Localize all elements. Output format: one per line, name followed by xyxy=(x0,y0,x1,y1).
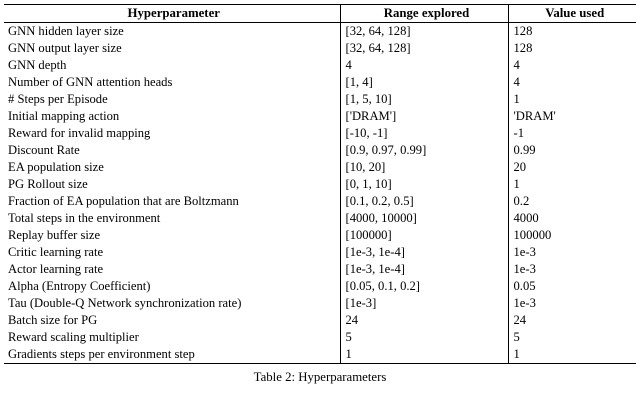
cell-value-used: 100000 xyxy=(508,227,636,244)
cell-hyperparameter: Initial mapping action xyxy=(8,109,120,124)
cell-range-explored: [0.9, 0.97, 0.99] xyxy=(340,142,508,159)
cell-value-used: 4000 xyxy=(508,210,636,227)
cell-range-explored: [32, 64, 128] xyxy=(340,40,508,57)
cell-range-explored: [0, 1, 10] xyxy=(340,176,508,193)
cell-value-used: 1e-3 xyxy=(508,261,636,278)
cell-value-used: 24 xyxy=(508,312,636,329)
column-header-hyperparameter: Hyperparameter xyxy=(4,5,340,23)
cell-range-explored: [10, 20] xyxy=(340,159,508,176)
cell-hyperparameter: EA population size xyxy=(8,160,104,175)
cell-hyperparameter: Reward for invalid mapping xyxy=(8,126,151,141)
cell-value-used: -1 xyxy=(508,125,636,142)
cell-hyperparameter: Gradients steps per environment step xyxy=(4,346,340,363)
table-row xyxy=(4,159,636,176)
table-row xyxy=(4,176,636,193)
cell-hyperparameter: Actor learning rate xyxy=(8,261,104,276)
cell-range-explored: [1e-3, 1e-4] xyxy=(340,261,508,278)
cell-range-explored: [32, 64, 128] xyxy=(340,23,508,40)
table-row xyxy=(4,346,636,363)
table-row xyxy=(4,142,636,159)
cell-hyperparameter: GNN output layer size xyxy=(8,41,122,56)
cell-value-used: 0.05 xyxy=(508,278,636,295)
table-row xyxy=(4,57,636,74)
cell-value-used: 128 xyxy=(508,23,636,40)
table-row xyxy=(4,40,636,57)
cell-hyperparameter: GNN hidden layer size xyxy=(8,24,124,39)
table-row xyxy=(4,261,636,278)
cell-hyperparameter: Replay buffer size xyxy=(8,227,101,242)
table-row xyxy=(4,295,636,312)
table-row xyxy=(4,312,636,329)
table-header xyxy=(4,5,636,23)
cell-hyperparameter: PG Rollout size xyxy=(8,177,88,192)
cell-range-explored: 5 xyxy=(340,329,508,346)
table-row xyxy=(4,108,636,125)
table-row xyxy=(4,210,636,227)
table-row xyxy=(4,244,636,261)
cell-hyperparameter: Fraction of EA population that are Boltzmann xyxy=(8,194,239,209)
cell-value-used: 20 xyxy=(508,159,636,176)
table-row xyxy=(4,193,636,210)
cell-hyperparameter: Number of GNN attention heads xyxy=(8,75,173,90)
table-row xyxy=(4,227,636,244)
table-row xyxy=(4,278,636,295)
table-body xyxy=(4,23,636,363)
cell-value-used: 1 xyxy=(508,91,636,108)
cell-value-used: 4 xyxy=(508,57,636,74)
cell-hyperparameter: Alpha (Entropy Coefficient) xyxy=(8,278,151,293)
cell-value-used: 128 xyxy=(508,40,636,57)
table-caption: Table 2: Hyperparameters xyxy=(253,369,387,384)
table-row xyxy=(4,74,636,91)
hyperparameters-table xyxy=(4,4,636,364)
cell-range-explored: [1, 4] xyxy=(340,74,508,91)
cell-hyperparameter: Batch size for PG xyxy=(8,312,98,327)
table-row xyxy=(4,125,636,142)
cell-value-used: 0.99 xyxy=(508,142,636,159)
cell-range-explored: [1, 5, 10] xyxy=(340,91,508,108)
cell-value-used: 4 xyxy=(508,74,636,91)
cell-range-explored: [-10, -1] xyxy=(340,125,508,142)
cell-value-used: 1 xyxy=(508,346,636,363)
cell-value-used: 1e-3 xyxy=(508,295,636,312)
cell-range-explored: ['DRAM'] xyxy=(340,108,508,125)
cell-range-explored: 24 xyxy=(340,312,508,329)
cell-value-used: 1e-3 xyxy=(508,244,636,261)
cell-hyperparameter: Reward scaling multiplier xyxy=(8,329,139,344)
cell-hyperparameter: Tau (Double-Q Network synchronization rate) xyxy=(8,295,242,310)
column-header-range-explored: Range explored xyxy=(340,5,508,23)
table-header-row xyxy=(4,5,636,23)
cell-value-used: 'DRAM' xyxy=(508,108,636,125)
cell-value-used: 0.2 xyxy=(508,193,636,210)
table-row xyxy=(4,23,636,40)
cell-hyperparameter: Discount Rate xyxy=(8,143,80,158)
cell-hyperparameter: # Steps per Episode xyxy=(8,92,108,107)
cell-hyperparameter: GNN depth xyxy=(8,58,67,73)
cell-hyperparameter: Critic learning rate xyxy=(8,244,104,259)
table-row xyxy=(4,329,636,346)
cell-range-explored: 1 xyxy=(340,346,508,363)
cell-range-explored: [0.05, 0.1, 0.2] xyxy=(340,278,508,295)
cell-value-used: 5 xyxy=(508,329,636,346)
cell-range-explored: 4 xyxy=(340,57,508,74)
cell-range-explored: [4000, 10000] xyxy=(340,210,508,227)
cell-range-explored: [100000] xyxy=(340,227,508,244)
cell-range-explored: [0.1, 0.2, 0.5] xyxy=(340,193,508,210)
cell-hyperparameter: Total steps in the environment xyxy=(8,211,161,226)
cell-range-explored: [1e-3] xyxy=(340,295,508,312)
column-header-value-used: Value used xyxy=(508,5,636,23)
cell-range-explored: [1e-3, 1e-4] xyxy=(340,244,508,261)
cell-value-used: 1 xyxy=(508,176,636,193)
table-row xyxy=(4,91,636,108)
